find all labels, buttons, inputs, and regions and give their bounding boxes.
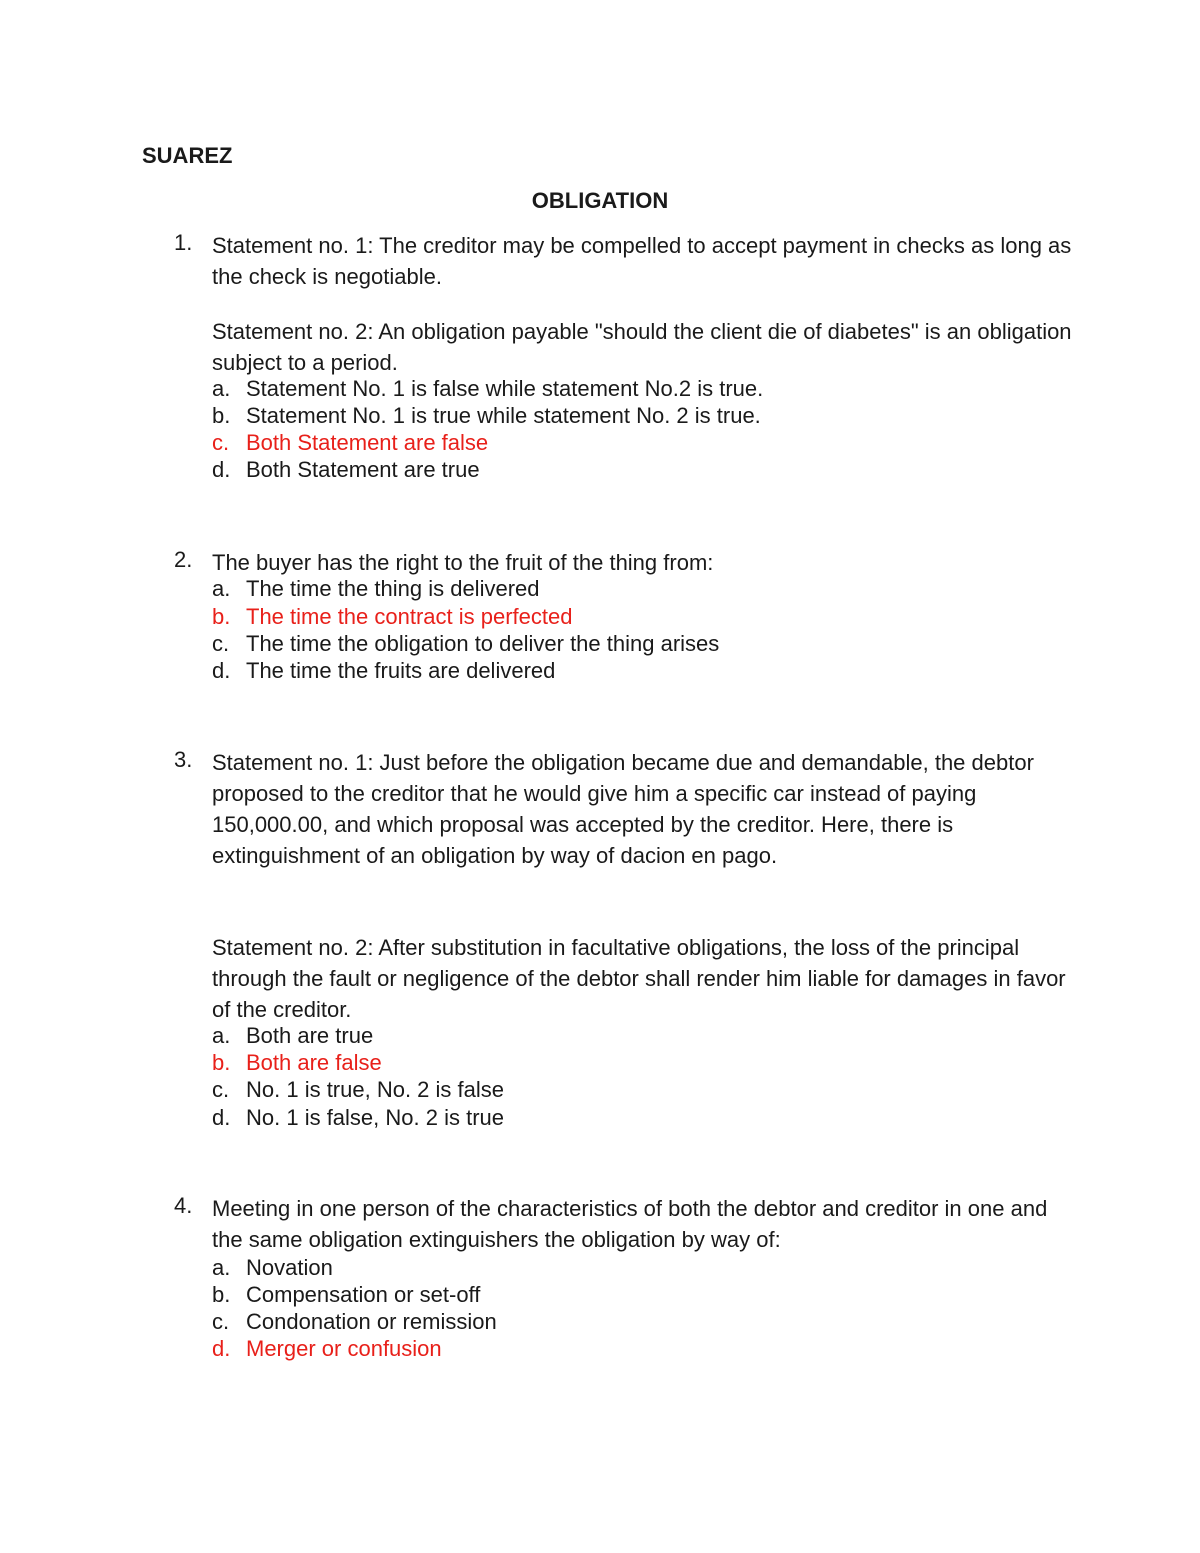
option-a — [212, 1022, 373, 1049]
question-number: 4. — [174, 1193, 193, 1218]
option-text: The time the contract is perfected — [246, 604, 573, 629]
question-number: 2. — [174, 547, 193, 572]
option-b-answer — [212, 603, 573, 630]
option-d — [212, 1104, 504, 1131]
option-text: Statement No. 1 is true while statement No. 2 is true. — [246, 403, 761, 428]
option-letter: d. — [212, 457, 231, 482]
question-number: 3. — [174, 747, 193, 772]
option-a — [212, 1254, 333, 1281]
question-statement: Statement no. 2: After substitution in facultative obligations, the loss of the principal through the fault or negligence of the debtor shall render him liable for damages in favor of the creditor. — [212, 935, 1066, 1022]
option-text: Both are true — [246, 1023, 374, 1048]
option-d-answer — [212, 1335, 442, 1362]
option-a — [212, 575, 540, 602]
option-c — [212, 1308, 497, 1335]
option-b — [212, 402, 761, 429]
option-text: Statement No. 1 is false while statement No.2 is true. — [246, 376, 764, 401]
option-c — [212, 630, 719, 657]
question-statement: Statement no. 2: An obligation payable "should the client die of diabetes" is an obligation subject to a period. — [212, 319, 1072, 375]
question-statement: Statement no. 1: The creditor may be compelled to accept payment in checks as long as the check is negotiable. — [212, 233, 1072, 289]
option-letter: b. — [212, 403, 231, 428]
option-d — [212, 657, 555, 684]
option-text: Both Statement are true — [246, 457, 480, 482]
option-d — [212, 456, 480, 483]
option-letter: c. — [212, 1309, 230, 1334]
option-text: The time the obligation to deliver the thing arises — [246, 631, 720, 656]
option-letter: a. — [212, 1023, 231, 1048]
option-letter: b. — [212, 604, 231, 629]
page-title: OBLIGATION — [531, 188, 669, 213]
question-statement: Statement no. 1: Just before the obligation became due and demandable, the debtor proposed to the creditor that he would give him a specific car instead of paying 150,000.00, and which proposal was accepted by the creditor. Here, there is extinguishment of an obligation by way of dacion en pago. — [212, 750, 1034, 868]
option-c-answer — [212, 429, 488, 456]
option-letter: c. — [212, 1077, 230, 1102]
option-text: Compensation or set-off — [246, 1282, 481, 1307]
option-letter: a. — [212, 1255, 231, 1280]
option-text: Both are false — [246, 1050, 382, 1075]
question-number: 1. — [174, 230, 193, 255]
option-text: No. 1 is false, No. 2 is true — [246, 1105, 504, 1130]
option-text: Novation — [246, 1255, 333, 1280]
option-letter: b. — [212, 1050, 231, 1075]
option-letter: d. — [212, 1105, 231, 1130]
option-text: Condonation or remission — [246, 1309, 497, 1334]
option-text: Both Statement are false — [246, 430, 489, 455]
option-a — [212, 375, 763, 402]
question-statement: The buyer has the right to the fruit of the thing from: — [212, 550, 714, 575]
option-text: Merger or confusion — [246, 1336, 442, 1361]
option-c — [212, 1076, 504, 1103]
option-text: The time the thing is delivered — [246, 576, 540, 601]
option-letter: c. — [212, 631, 230, 656]
option-text: No. 1 is true, No. 2 is false — [246, 1077, 504, 1102]
option-letter: b. — [212, 1282, 231, 1307]
question-statement: Meeting in one person of the characteristics of both the debtor and creditor in one and the same obligation extinguishers the obligation by way of: — [212, 1196, 1048, 1252]
option-letter: c. — [212, 430, 230, 455]
option-letter: d. — [212, 658, 231, 683]
option-letter: a. — [212, 376, 231, 401]
option-b — [212, 1281, 480, 1308]
option-b-answer — [212, 1049, 382, 1076]
option-text: The time the fruits are delivered — [246, 658, 556, 683]
author-name: SUAREZ — [142, 143, 233, 168]
option-letter: d. — [212, 1336, 231, 1361]
option-letter: a. — [212, 576, 231, 601]
